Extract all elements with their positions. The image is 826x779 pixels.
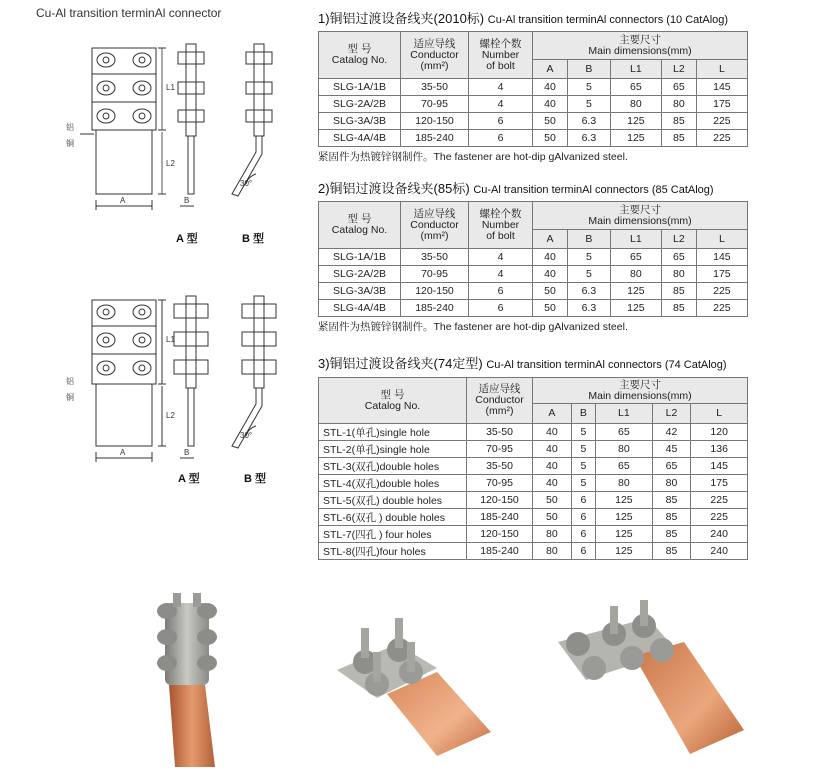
header-text: Catalog No. xyxy=(331,224,388,236)
dim-b-label-2: B xyxy=(184,448,190,457)
table-cell: 125 xyxy=(596,543,653,560)
header-b: B xyxy=(567,230,610,249)
table-cell: 120 xyxy=(691,424,748,441)
header-text: 型 号 xyxy=(347,43,372,55)
header-text: 主要尺寸 xyxy=(619,33,661,46)
header-text: (mm²) xyxy=(420,229,449,242)
table-cell: 80 xyxy=(533,526,572,543)
header-a: A xyxy=(533,60,568,79)
dim-l2-label: L2 xyxy=(166,159,175,168)
table-cell: 40 xyxy=(533,79,568,96)
table-cell: SLG-3A/3B xyxy=(319,113,401,130)
header-text: 适应导线 xyxy=(413,207,456,220)
table-cell: SLG-2A/2B xyxy=(319,266,401,283)
table-row xyxy=(319,300,748,317)
header-text: Catalog No. xyxy=(331,54,388,66)
table-cell: 125 xyxy=(596,526,653,543)
table-cell: STL-2(单孔)single hole xyxy=(319,441,467,458)
header-l1: L1 xyxy=(610,60,661,79)
table-cell: 125 xyxy=(596,509,653,526)
section-title xyxy=(318,355,766,373)
header-b: B xyxy=(567,60,610,79)
table-cell: 35-50 xyxy=(401,249,469,266)
table-cell: 40 xyxy=(533,475,572,492)
table-cell: 185-240 xyxy=(401,130,469,147)
header-l: L xyxy=(696,230,747,249)
table-cell: 5 xyxy=(571,441,595,458)
header-dims xyxy=(533,378,748,404)
header-text: 主要尺寸 xyxy=(619,378,661,391)
table-cell: 70-95 xyxy=(401,266,469,283)
product-photo-two-bolt xyxy=(325,610,495,760)
product-photo-vertical xyxy=(145,585,235,770)
table-cell: 65 xyxy=(596,424,653,441)
table-row xyxy=(319,130,748,147)
dim-angle-label: 30° xyxy=(240,179,253,188)
section-title-cn: 1)铜铝过渡设备线夹(2010标) xyxy=(318,11,485,26)
table-cell: 5 xyxy=(571,475,595,492)
section-title xyxy=(318,10,766,28)
table-cell: 80 xyxy=(596,441,653,458)
table-cell: 85 xyxy=(661,130,696,147)
table-cell: SLG-4A/4B xyxy=(319,300,401,317)
table-cell: 175 xyxy=(696,266,747,283)
table-cell: 145 xyxy=(696,79,747,96)
table-cell: 5 xyxy=(567,249,610,266)
header-text: 螺栓个数 xyxy=(479,207,522,220)
header-l2: L2 xyxy=(661,60,696,79)
header-text: of bolt xyxy=(486,59,515,72)
section-74-catalog xyxy=(318,355,766,560)
header-text: Conductor xyxy=(410,48,459,61)
table-row xyxy=(319,96,748,113)
table-cell: SLG-1A/1B xyxy=(319,249,401,266)
header-text: Main dimensions(mm) xyxy=(588,44,692,57)
table-row xyxy=(319,458,748,475)
table-cell: 120-150 xyxy=(401,113,469,130)
header-l2: L2 xyxy=(661,230,696,249)
table-cell: 85 xyxy=(652,543,691,560)
table-cell: 125 xyxy=(610,113,661,130)
table-cell: 6 xyxy=(571,543,595,560)
section-85-catalog xyxy=(318,180,766,335)
table-cell: 4 xyxy=(469,266,533,283)
table-cell: 6 xyxy=(571,509,595,526)
header-catalog xyxy=(319,202,401,249)
table-cell: 240 xyxy=(691,526,748,543)
table-cell: 225 xyxy=(696,300,747,317)
table-cell: STL-8(四孔)four holes xyxy=(319,543,467,560)
table-cell: 125 xyxy=(596,492,653,509)
header-text: Conductor xyxy=(410,218,459,231)
table-cell: 85 xyxy=(661,300,696,317)
table-cell: 6 xyxy=(469,130,533,147)
table-row xyxy=(319,424,748,441)
header-b: B xyxy=(571,404,595,424)
table-cell: SLG-1A/1B xyxy=(319,79,401,96)
table-row xyxy=(319,79,748,96)
header-dims xyxy=(533,32,748,60)
table-cell: 45 xyxy=(652,441,691,458)
table-cell: 65 xyxy=(661,249,696,266)
header-l1: L1 xyxy=(596,404,653,424)
table-cell: 80 xyxy=(661,96,696,113)
table-row xyxy=(319,266,748,283)
table-cell: 6.3 xyxy=(567,130,610,147)
table-cell: 65 xyxy=(596,458,653,475)
label-copper: 铜 xyxy=(66,139,74,148)
table-cell: 145 xyxy=(696,249,747,266)
header-text: (mm²) xyxy=(420,59,449,72)
table-cell: STL-1(单孔)single hole xyxy=(319,424,467,441)
label-aluminum-2: 铝 xyxy=(66,377,74,386)
header-conductor xyxy=(467,378,533,424)
table-cell: SLG-2A/2B xyxy=(319,96,401,113)
table-cell: 6 xyxy=(571,526,595,543)
table-cell: 40 xyxy=(533,441,572,458)
dim-a-label-2: A xyxy=(120,448,126,457)
table-cell: 240 xyxy=(691,543,748,560)
table-cell: STL-4(双孔)double holes xyxy=(319,475,467,492)
header-l1: L1 xyxy=(610,230,661,249)
table-cell: 175 xyxy=(691,475,748,492)
table-cell: 50 xyxy=(533,300,568,317)
table-cell: STL-7(四孔 ) four holes xyxy=(319,526,467,543)
table-cell: 40 xyxy=(533,266,568,283)
table-cell: 6.3 xyxy=(567,113,610,130)
dim-l1-label-2: L1 xyxy=(166,335,175,344)
header-catalog xyxy=(319,32,401,79)
table-cell: 80 xyxy=(596,475,653,492)
table-cell: 35-50 xyxy=(467,458,533,475)
table-cell: 185-240 xyxy=(401,300,469,317)
section-title-cn: 2)铜铝过渡设备线夹(85标) xyxy=(318,181,470,196)
header-conductor xyxy=(401,32,469,79)
table-cell: 6.3 xyxy=(567,283,610,300)
table-cell: 5 xyxy=(567,96,610,113)
header-conductor xyxy=(401,202,469,249)
section-title-en: Cu-Al transition terminAl connectors (10 CatAlog) xyxy=(487,14,729,26)
header-bolt xyxy=(469,202,533,249)
header-text: 适应导线 xyxy=(478,383,521,395)
header-l: L xyxy=(691,404,748,424)
section-title-cn: 3)铜铝过渡设备线夹(74定型) xyxy=(318,356,483,371)
table-row xyxy=(319,441,748,458)
table-row xyxy=(319,283,748,300)
table-cell: 120-150 xyxy=(401,283,469,300)
table-cell: 65 xyxy=(661,79,696,96)
type-b-label: B 型 xyxy=(242,233,264,245)
header-text: 适应导线 xyxy=(413,37,456,50)
type-b-label-2: B 型 xyxy=(244,473,266,485)
fastener-note: 紧固件为热镀锌钢制件。The fastener are hot-dip gAlvanized steel. xyxy=(318,321,628,333)
label-copper-2: 铜 xyxy=(66,393,74,402)
connector-drawing-svg xyxy=(60,34,290,220)
connector-drawing-svg-2 xyxy=(60,288,290,468)
type-a-label-2: A 型 xyxy=(178,473,200,485)
section-title-en: Cu-Al transition terminAl connectors (85 CatAlog) xyxy=(473,184,714,196)
table-row xyxy=(319,509,748,526)
table-cell: 80 xyxy=(610,96,661,113)
header-text: Catalog No. xyxy=(364,399,421,412)
table-cell: 125 xyxy=(610,300,661,317)
table-cell: 80 xyxy=(610,266,661,283)
table-cell: 5 xyxy=(567,79,610,96)
table-cell: 50 xyxy=(533,283,568,300)
header-l: L xyxy=(696,60,747,79)
table-cell: 4 xyxy=(469,249,533,266)
table-cell: 40 xyxy=(533,424,572,441)
table-cell: 65 xyxy=(610,79,661,96)
header-text: Number xyxy=(481,48,520,61)
table-cell: 120-150 xyxy=(467,492,533,509)
product-photo-four-bolt xyxy=(548,598,748,758)
table-cell: SLG-4A/4B xyxy=(319,130,401,147)
table-row xyxy=(319,543,748,560)
table-cell: 225 xyxy=(691,509,748,526)
table-row xyxy=(319,249,748,266)
table-cell: 50 xyxy=(533,492,572,509)
table-cell: STL-6(双孔 ) double holes xyxy=(319,509,467,526)
table-cell: 65 xyxy=(652,458,691,475)
table-cell: 65 xyxy=(610,249,661,266)
dim-a-label: A xyxy=(120,196,126,205)
drawing-bottom xyxy=(60,288,290,485)
table-cell: 85 xyxy=(652,509,691,526)
table-cell: 40 xyxy=(533,249,568,266)
dim-b-label: B xyxy=(184,196,190,205)
table-cell: 5 xyxy=(571,424,595,441)
header-text: Main dimensions(mm) xyxy=(588,389,692,402)
fastener-note: 紧固件为热镀锌钢制件。The fastener are hot-dip gAlvanized steel. xyxy=(318,151,628,163)
header-a: A xyxy=(533,230,568,249)
table-cell: 50 xyxy=(533,509,572,526)
table-cell: 6.3 xyxy=(567,300,610,317)
header-bolt xyxy=(469,32,533,79)
table-cell: 145 xyxy=(691,458,748,475)
header-dims xyxy=(533,202,748,230)
table-cell: 80 xyxy=(652,475,691,492)
header-text: (mm²) xyxy=(485,405,514,417)
table-cell: 4 xyxy=(469,79,533,96)
header-text: Number xyxy=(481,218,520,231)
table-cell: 185-240 xyxy=(467,509,533,526)
header-text: 型 号 xyxy=(347,213,372,225)
table-cell: 85 xyxy=(652,526,691,543)
table-cell: 80 xyxy=(661,266,696,283)
header-l2: L2 xyxy=(652,404,691,424)
section-title-en: Cu-Al transition terminAl connectors (74 CatAlog) xyxy=(486,359,727,371)
table-row xyxy=(319,492,748,509)
section-2010-catalog xyxy=(318,10,766,165)
table-cell: 125 xyxy=(610,283,661,300)
table-cell: 225 xyxy=(696,130,747,147)
table-row xyxy=(319,526,748,543)
type-a-label: A 型 xyxy=(176,233,198,245)
spec-table xyxy=(318,377,748,560)
table-cell: 35-50 xyxy=(401,79,469,96)
table-cell: 4 xyxy=(469,96,533,113)
table-cell: 6 xyxy=(469,300,533,317)
table-cell: 80 xyxy=(533,543,572,560)
table-cell: 40 xyxy=(533,458,572,475)
drawing-top xyxy=(60,34,290,245)
table-cell: 85 xyxy=(661,283,696,300)
header-text: 主要尺寸 xyxy=(619,203,661,216)
table-cell: 70-95 xyxy=(401,96,469,113)
table-cell: 85 xyxy=(661,113,696,130)
table-cell: 40 xyxy=(533,96,568,113)
section-title xyxy=(318,180,766,198)
table-row xyxy=(319,113,748,130)
table-cell: 50 xyxy=(533,113,568,130)
dim-l1-label: L1 xyxy=(166,83,175,92)
table-cell: 5 xyxy=(567,266,610,283)
table-cell: 225 xyxy=(691,492,748,509)
table-cell: 6 xyxy=(571,492,595,509)
header-text: Conductor xyxy=(475,394,524,406)
table-cell: 185-240 xyxy=(467,543,533,560)
table-cell: 42 xyxy=(652,424,691,441)
table-cell: SLG-3A/3B xyxy=(319,283,401,300)
table-cell: 35-50 xyxy=(467,424,533,441)
table-cell: 85 xyxy=(652,492,691,509)
dim-l2-label-2: L2 xyxy=(166,411,175,420)
header-text: of bolt xyxy=(486,229,515,242)
table-cell: 70-95 xyxy=(467,441,533,458)
table-cell: 125 xyxy=(610,130,661,147)
table-cell: 225 xyxy=(696,283,747,300)
page-title: Cu-Al transition terminAl connector xyxy=(36,6,222,20)
table-cell: 175 xyxy=(696,96,747,113)
header-text: 螺栓个数 xyxy=(479,37,522,50)
table-cell: STL-3(双孔)double holes xyxy=(319,458,467,475)
header-a: A xyxy=(533,404,572,424)
table-cell: 50 xyxy=(533,130,568,147)
spec-table xyxy=(318,31,748,147)
table-cell: 136 xyxy=(691,441,748,458)
header-text: 型 号 xyxy=(380,388,405,401)
dim-angle-label-2: 30° xyxy=(240,431,253,440)
table-cell: 5 xyxy=(571,458,595,475)
label-aluminum: 铝 xyxy=(66,123,74,132)
table-cell: 6 xyxy=(469,283,533,300)
spec-table xyxy=(318,201,748,317)
table-cell: 120-150 xyxy=(467,526,533,543)
table-cell: 225 xyxy=(696,113,747,130)
header-text: Main dimensions(mm) xyxy=(588,214,692,227)
table-row xyxy=(319,475,748,492)
header-catalog xyxy=(319,378,467,424)
table-cell: STL-5(双孔) double holes xyxy=(319,492,467,509)
table-cell: 70-95 xyxy=(467,475,533,492)
table-cell: 6 xyxy=(469,113,533,130)
